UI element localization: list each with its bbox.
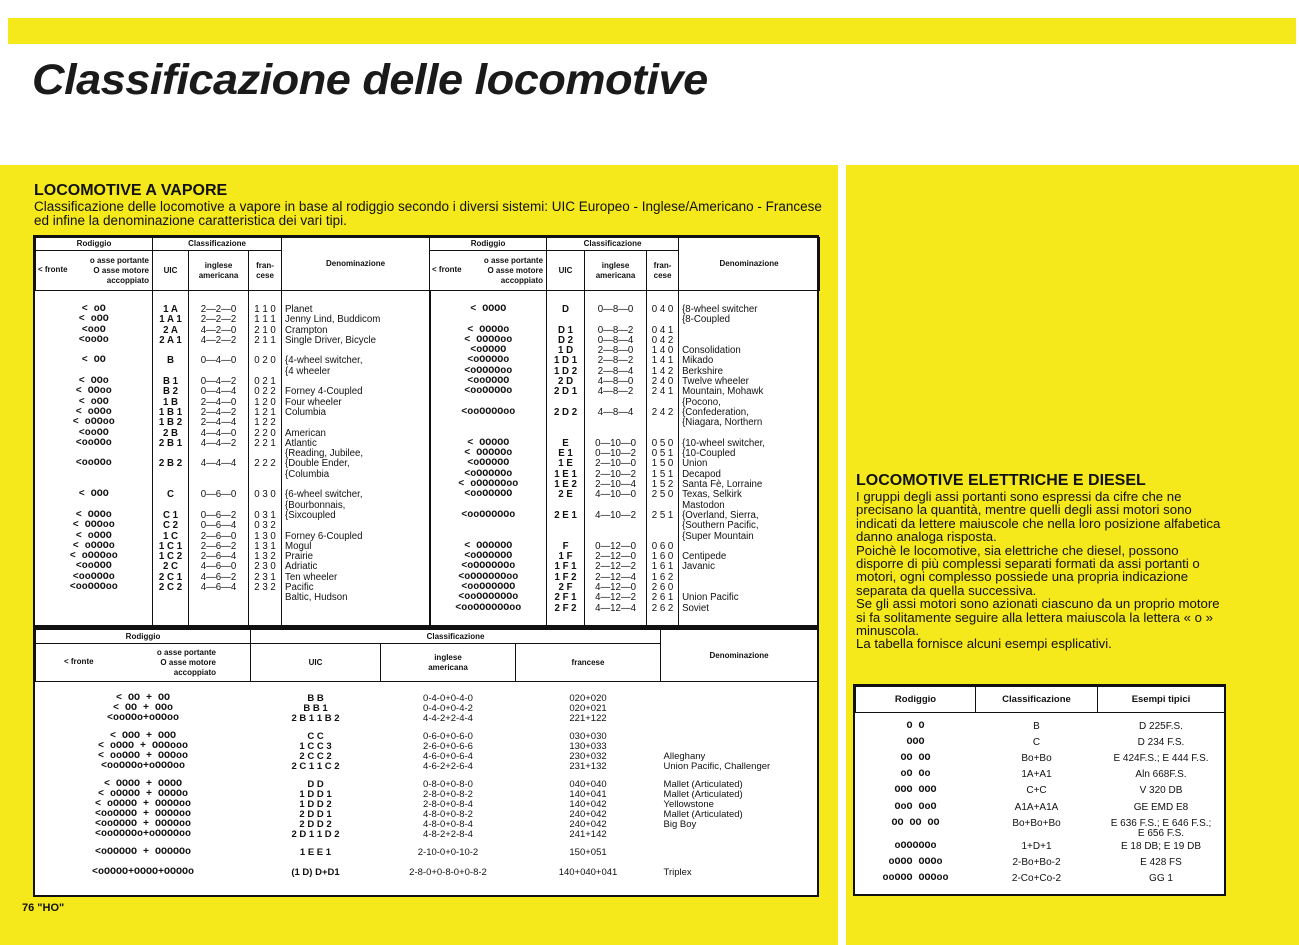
combo-denominazione	[661, 694, 818, 724]
col-classificazione-2: Classificazione	[547, 238, 679, 251]
el-esempi: D 234 F.S.	[1137, 736, 1185, 748]
el-rodiggio: OOO	[906, 736, 925, 748]
combo-denominazione: Mallet (Articulated) Mallet (Articulated) Yellowstone Mallet (Articulated) Big Boy	[663, 778, 743, 830]
combo-uic: B B B B 1 2 B 1 1 B 2	[291, 692, 340, 724]
combo-uic: D D 1 D D 1 1 D D 2 2 D D 1 2 D D 2 2 D 1 1 D 2	[291, 778, 340, 840]
el-col-rodiggio: Rodiggio	[856, 687, 976, 713]
combo-uic: C C 1 C C 3 2 C C 2 2 C 1 1 C 2	[291, 730, 340, 772]
combo-col-rodiggio: Rodiggio	[36, 630, 251, 644]
table-row	[856, 751, 1225, 767]
rodiggio-column-right: < OOOO < OOOOo < OOOOoo <oOOOO <oOOOOo <oOOOOoo <ooOOOO <ooOOOOo <ooOOOOoo < OOOOO < OOOOOo <oOOOOO <oOOOOOo < oOOOOOoo <ooOOOOO <ooOOOOOo < OOOOOO <oOOOOOO <oOOOOOOo <oOOOOOOoo <ooOOOOOO <ooOOOOOOo <ooOOOOOOoo	[430, 291, 547, 626]
combo-assi-legend: o asse portante O asse motore accoppiato	[156, 647, 216, 677]
el-class: 2-Bo+Bo-2	[1012, 856, 1061, 868]
combo-rodiggio: <oOOOOO + OOOOOo	[94, 846, 191, 858]
el-esempi: Aln 668F.S.	[1135, 769, 1187, 781]
el-class: 1A+A1	[1021, 769, 1052, 781]
top-yellow-stripe	[8, 18, 1296, 44]
steam-table	[33, 235, 819, 627]
combo-inglese: 0-8-0+0-8-0 2-8-0+0-8-2 2-8-0+0-8-4 4-8-0+0-8-2 4-8-0+0-8-4 4-8-2+2-8-4	[423, 778, 473, 840]
uic-column-left: 1 A 1 A 1 2 A 2 A 1 B B 1 B 2 1 B 1 B 1 1 B 2 2 B 2 B 1 2 B 2 C C 1 C 2 1 C 1 C 1 1 C 2 2 C 2 C 1 2 C 2	[153, 291, 189, 626]
el-rodiggio: OoO OoO	[894, 801, 937, 813]
page-footer: 76 "HO"	[22, 902, 65, 914]
el-class: Bo+Bo	[1021, 752, 1052, 764]
table-row	[856, 871, 1225, 887]
assi-legend: o asse portante O asse motore accoppiato	[89, 255, 149, 285]
el-esempi: GG 1	[1149, 873, 1173, 885]
el-rodiggio: OO OO OO	[891, 817, 940, 829]
combo-inglese: 0-4-0+0-4-0 0-4-0+0-4-2 4-4-2+2-4-4	[423, 692, 473, 724]
el-esempi: GE EMD E8	[1133, 801, 1189, 813]
el-esempi: E 428 FS	[1140, 856, 1182, 868]
el-rodiggio: oOOOOOo	[894, 840, 937, 852]
combo-inglese: 2-10-0+0-10-2	[417, 846, 479, 858]
inglese-column-left: 2—2—0 2—2—2 4—2—0 4—2—2 0—4—0 0—4—2 0—4—4 2—4—0 2—4—2 2—4—4 4—4—0 4—4—2 4—4—4 0—6—0 0—6—2 0—6—4 2—6—0 2—6—2 2—6—4 4—6—0 4—6—2 4—6—4	[189, 291, 249, 626]
combo-inglese: 0-6-0+0-6-0 2-6-0+0-6-6 4-6-0+0-6-4 4-6-2+2-6-4	[423, 730, 473, 772]
col-classificazione: Classificazione	[153, 238, 282, 251]
electric-heading: LOCOMOTIVE ELETTRICHE E DIESEL	[856, 472, 1146, 489]
combo-uic: (1 D) D+D1	[291, 866, 340, 878]
el-col-classificazione: Classificazione	[976, 687, 1098, 713]
combo-fronte-label: < fronte	[64, 657, 94, 666]
el-esempi: E 424F.S.; E 444 F.S.	[1113, 752, 1209, 764]
fronte-label-2: < fronte	[432, 265, 462, 274]
combo-rodiggio: < OOOO + OOOO < oOOOO + OOOOo < oOOOO + OOOOoo <ooOOOO + OOOOoo <ooOOOO + OOOOoo <ooOOOOo+oOOOOoo	[94, 778, 191, 840]
table-row	[36, 780, 818, 840]
el-class: C+C	[1026, 785, 1047, 797]
el-col-esempi: Esempi tipici	[1098, 687, 1225, 713]
col-denominazione: Denominazione	[282, 238, 430, 291]
combo-col-denominazione: Denominazione	[661, 630, 818, 682]
combo-uic: 1 E E 1	[299, 846, 332, 858]
page-title: Classificazione delle locomotive	[32, 56, 708, 104]
el-class: Bo+Bo+Bo	[1012, 817, 1061, 829]
assi-legend-2: o asse portante O asse motore accoppiato	[483, 255, 544, 285]
el-rodiggio: oO Oo	[900, 769, 931, 781]
table-row	[856, 719, 1225, 735]
table-row	[856, 767, 1225, 783]
articulated-table	[33, 627, 819, 897]
el-rodiggio: oOOO OOOo	[888, 856, 943, 868]
denominazione-column-left: Planet Jenny Lind, Buddicom Crampton Single Driver, Bicycle {4-wheel switcher, {4 wheeler Forney 4-Coupled Four wheeler Columbia American Atlantic {Reading, Jubilee, {Double Ender, {Columbia {6-wheel switcher, {Bourbonnais, {Sixcoupled Forney 6-Coupled Mogul Prairie Adriatic Ten wheeler Pacific Baltic, Hudson	[282, 291, 430, 626]
el-esempi: E 18 DB; E 19 DB	[1120, 840, 1202, 852]
table-row	[36, 732, 818, 772]
table-row	[856, 855, 1225, 871]
combo-col-uic: UIC	[251, 644, 381, 682]
el-class: 2-Co+Co-2	[1011, 873, 1062, 885]
el-rodiggio: OOO OOO	[894, 785, 937, 797]
combo-denominazione: Alleghany Union Pacific, Challenger	[663, 750, 771, 772]
el-class: C	[1032, 736, 1041, 748]
steam-heading: LOCOMOTIVE A VAPORE	[34, 182, 228, 199]
uic-column-right: D D 1 D 2 1 D 1 D 1 1 D 2 2 D 2 D 1 2 D 2 E E 1 1 E 1 E 1 1 E 2 2 E 2 E 1 F 1 F 1 F 1 1 F 2 2 F 2 F 1 2 F 2	[547, 291, 585, 626]
table-row	[856, 800, 1225, 816]
col-francese: fran- cese	[249, 251, 282, 291]
combo-francese: 030+030 130+033 230+032 231+132	[569, 730, 607, 772]
col-denominazione-2: Denominazione	[679, 238, 820, 291]
combo-rodiggio: <oOOOO+OOOO+OOOOo	[91, 866, 195, 878]
table-row	[36, 694, 818, 724]
col-rodiggio: Rodiggio	[36, 238, 153, 251]
combo-col-francese: francese	[516, 644, 661, 682]
francese-column-right: 0 4 0 0 4 1 0 4 2 1 4 0 1 4 1 1 4 2 2 4 0 2 4 1 2 4 2 0 5 0 0 5 1 1 5 0 1 5 1 1 5 2 2 5 0 2 5 1 0 6 0 1 6 0 1 6 1 1 6 2 2 6 0 2 6 1 2 6 2	[647, 291, 679, 626]
el-class: A1A+A1A	[1014, 801, 1059, 813]
table-row	[36, 868, 818, 878]
table-row	[856, 783, 1225, 799]
combo-rodiggio: < OOO + OOO < oOOO + OOOooo < ooOOO + OOOoo <ooOOOo+oOOOoo	[97, 730, 188, 772]
electric-table	[853, 684, 1226, 896]
col-francese-2: fran- cese	[647, 251, 679, 291]
combo-col-inglese: inglese americana	[381, 644, 516, 682]
table-row	[856, 735, 1225, 751]
el-esempi: D 225F.S.	[1139, 720, 1183, 732]
table-row	[856, 839, 1225, 855]
col-rodiggio-2: Rodiggio	[430, 238, 547, 251]
table-row	[36, 848, 818, 858]
col-inglese-2: inglese americana	[585, 251, 647, 291]
fronte-label: < fronte	[38, 265, 68, 274]
francese-column-left: 1 1 0 1 1 1 2 1 0 2 1 1 0 2 0 0 2 1 0 2 2 1 2 0 1 2 1 1 2 2 2 2 0 2 2 1 2 2 2 0 3 0 0 3 1 0 3 2 1 3 0 1 3 1 1 3 2 2 3 0 2 3 1 2 3 2	[249, 291, 282, 626]
el-esempi: V 320 DB	[1139, 785, 1183, 797]
combo-francese: 140+040+041	[558, 866, 618, 878]
combo-inglese: 2-8-0+0-8-0+0-8-2	[409, 866, 487, 878]
rodiggio-column-left: < oO < oOO <ooO <ooOo < OO < OOo < OOoo < oOO < oOOo < oOOoo <ooOO <ooOOo <ooOOo < OOO < OOOo < OOOoo < oOOO < oOOOo < oOOOoo <ooOOO <ooOOOo <ooOOOoo	[36, 291, 153, 626]
el-rodiggio: O O	[906, 720, 925, 732]
combo-francese: 040+040 140+041 140+042 240+042 240+042 241+142	[569, 778, 607, 840]
combo-col-classificazione: Classificazione	[251, 630, 661, 644]
el-class: 1+D+1	[1021, 840, 1052, 852]
combo-denominazione: Triplex	[663, 866, 692, 878]
combo-francese: 020+020 020+021 221+122	[569, 692, 607, 724]
table-row	[856, 816, 1225, 839]
steam-intro: Classificazione delle locomotive a vapore in base al rodiggio secondo i diversi sistemi: UIC Europeo - Inglese/Americano - Francese ed infine la denominazione caratteristica dei vari tipi.	[34, 199, 822, 228]
el-rodiggio: OO OO	[900, 752, 931, 764]
denominazione-column-right: {8-wheel switcher {8-Coupled Consolidation Mikado Berkshire Twelve wheeler Mountain, Mohawk {Pocono, {Confederation, {Niagara, Northern {10-wheel switcher, {10-Coupled Union Decapod Santa Fè, Lorraine Texas, Selkirk Mastodon {Overland, Sierra, {Southern Pacific, {Super Mountain Centipede Javanic Union Pacific Soviet	[682, 304, 765, 614]
col-uic: UIC	[153, 251, 189, 291]
el-class: B	[1033, 720, 1040, 732]
combo-francese: 150+051	[569, 846, 607, 858]
el-esempi: E 636 F.S.; E 646 F.S.; E 656 F.S.	[1110, 817, 1212, 839]
combo-rodiggio: < OO + OO < OO + OOo <ooOOo+oOOoo	[106, 692, 179, 724]
el-rodiggio: ooOOO OOOoo	[882, 873, 949, 885]
col-uic-2: UIC	[547, 251, 585, 291]
combo-denominazione	[661, 848, 818, 858]
inglese-column-right: 0—8—0 0—8—2 0—8—4 2—8—0 2—8—2 2—8—4 4—8—0 4—8—2 4—8—4 0—10—0 0—10—2 2—10—0 2—10—2 2—10—4 4—10—0 4—10—2 0—12—0 2—12—0 2—12—2 2—12—4 4—12—0 4—12—2 4—12—4	[585, 291, 647, 626]
electric-text: I gruppi degli assi portanti sono espressi da cifre che ne precisano la quantità, mentre quelli degli assi motori sono indicati da lettere maiuscole che nella loro posizione alfabetica danno analoga risposta. Poichè le locomotive, sia elettriche che diesel, possono disporre di più complessi separati formati da assi portanti o motori, ogni complesso possiede una propria indicazione separata da quella successiva. Se gli assi motori sono azionati ciascuno da un proprio motore si fa solitamente seguire alla lettera maiuscola la lettera « o » minuscola. La tabella fornisce alcuni esempi esplicativi.	[856, 489, 1221, 652]
col-inglese: inglese americana	[189, 251, 249, 291]
